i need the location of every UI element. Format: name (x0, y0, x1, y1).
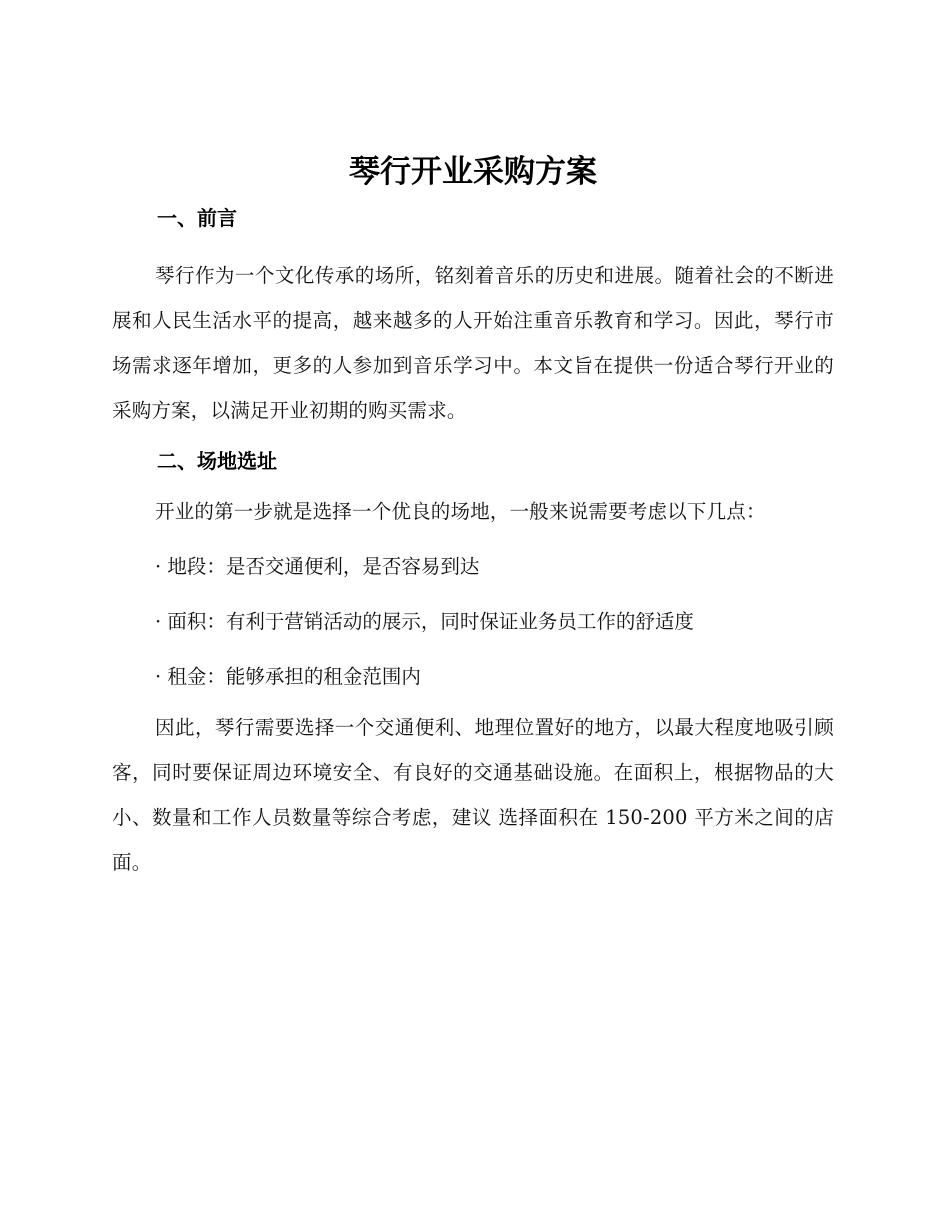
bullet-location: · 地段：是否交通便利，是否容易到达 (155, 555, 480, 578)
bullet-rent: · 租金：能够承担的租金范围内 (155, 665, 421, 688)
document-title: 琴行开业采购方案 (349, 154, 597, 190)
bullet-area: · 面积：有利于营销活动的展示，同时保证业务员工作的舒适度 (155, 610, 694, 633)
document-body (112, 150, 834, 885)
preface-paragraph: 琴行作为一个文化传承的场所，铭刻着音乐的历史和进展。随着社会的不断进展和人民生活水平的提高，越来越多的人开始注重音乐教育和学习。因此，琴行市场需求逐年增加，更多的人参加到音乐学习中。本文旨在提供一份适合琴行开业的采购方案，以满足开业初期的购买需求。 (112, 264, 834, 422)
section-heading-site-selection: 二、场地选址 (157, 449, 277, 473)
site-selection-paragraph: 因此，琴行需要选择一个交通便利、地理位置好的地方，以最大程度地吸引顾客，同时要保证周边环境安全、有良好的交通基础设施。在面积上，根据物品的大小、数量和工作人员数量等综合考虑，建议 选择面积在 150-200 平方米之间的店面。 (112, 716, 834, 874)
site-selection-intro: 开业的第一步就是选择一个优良的场地，一般来说需要考虑以下几点： (155, 500, 766, 523)
section-heading-preface: 一、前言 (157, 206, 237, 230)
